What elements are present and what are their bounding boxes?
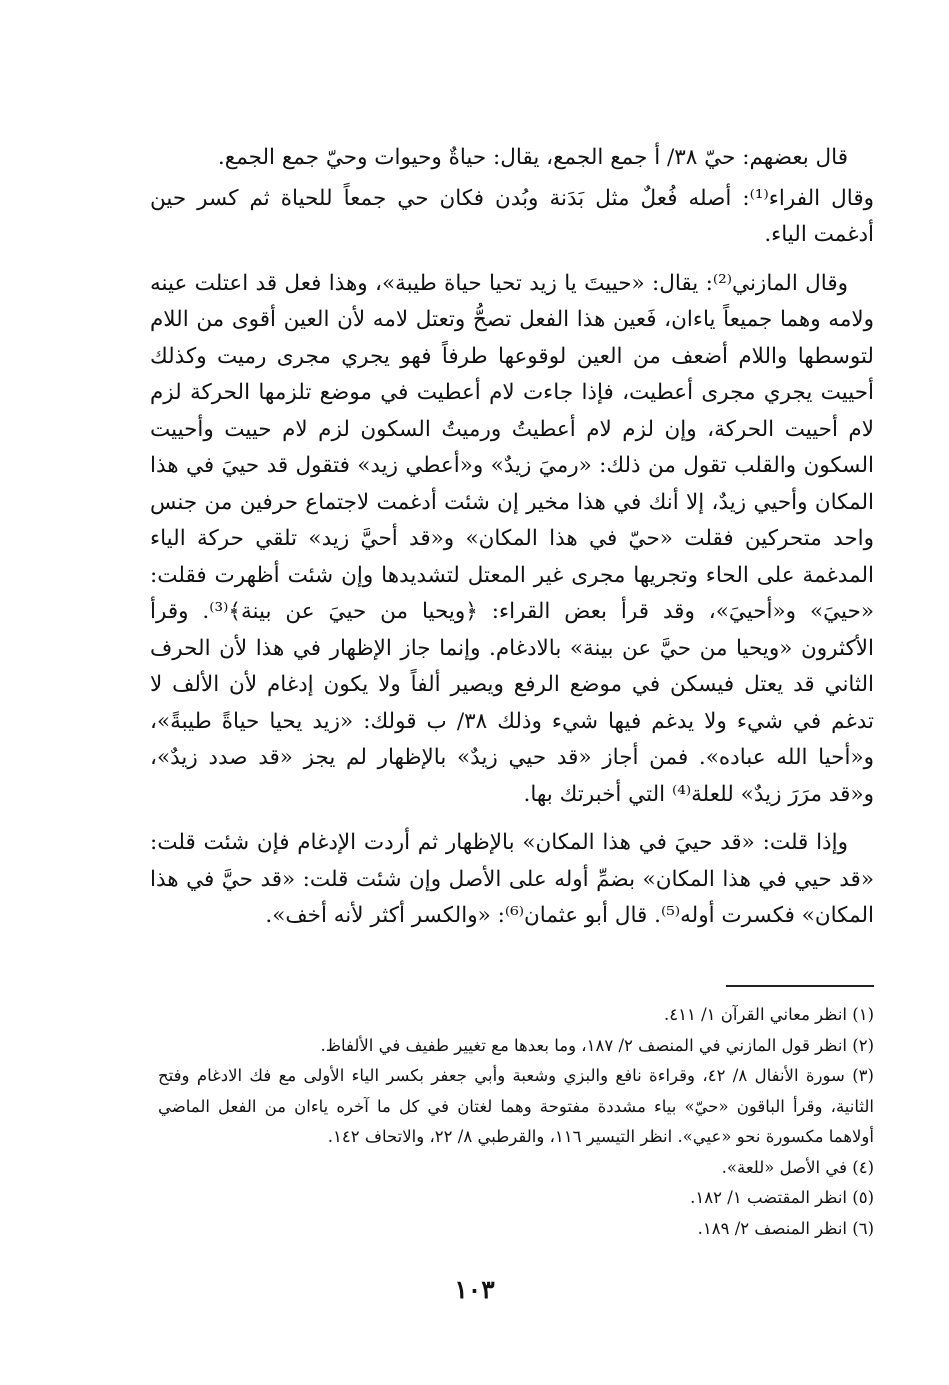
footnote: (٦) انظر المنصف ٢/ ١٨٩. bbox=[697, 1218, 874, 1238]
page-number: ١٠٣ bbox=[454, 1275, 495, 1304]
main-text bbox=[150, 140, 874, 935]
page-body bbox=[150, 140, 874, 947]
footnote-divider bbox=[726, 985, 874, 987]
footnote: (٣) سورة الأنفال ٨/ ٤٢، وقراءة نافع والبزي وشعبة وأبي جعفر بكسر الياء الأولى مع فك الادغام وفتح الثانية، وقرأ الباقون «حيّ» بياء مشددة مفتوحة وهما لغتان في كل ما آخره ياءان من الفعل الماضي أولاهما مكسورة نحو «عيي». انظر التيسير ١١٦، والقرطبي ٨/ ٢٢، والاتحاف ١٤٢. bbox=[158, 1066, 874, 1146]
paragraph: قال بعضهم: حيّ ٣٨/ أ جمع الجمع، يقال: حياةٌ وحيوات وحيّ جمع الجمع. bbox=[217, 145, 848, 170]
paragraph: وإذا قلت: «قد حييَ في هذا المكان» بالإظهار ثم أردت الإدغام فإن شئت قلت: «قد حيي في هذا المكان» بضمِّ أوله على الأصل وإن شئت قلت: «قد حيَّ في هذا المكان» فكسرت أوله⁽⁵⁾. قال أبو عثمان⁽⁶⁾: «والكسر أكثر لأنه أخف». bbox=[150, 830, 874, 928]
paragraph: وقال الفراء⁽¹⁾: أصله فُعلٌ مثل بَدَنة وبُدن فكان حي جمعاً للحياة ثم كسر حين أدغمت الياء. bbox=[150, 185, 875, 247]
paragraph: وقال المازني⁽²⁾: يقال: «حييتَ يا زيد تحيا حياة طيبة»، وهذا فعل قد اعتلت عينه ولامه وهما جميعاً ياءان، فَعين هذا الفعل تصحُّ وتعتل لامه لأن العين أقوى من اللام لتوسطها واللام أضعف من العين لوقوعها طرفاً فهو يجري مجرى رميت وكذلك أحييت يجري مجرى أعطيت، فإذا جاءت لام أعطيت في موضع تلزمها الحركة لزم لام أحييت الحركة، وإن لزم لام أعطيتُ ورميتُ السكون لزم لام حييت وأحييت السكون والقلب تقول من ذلك: «رميَ زيدٌ» و«أعطي زيد» فتقول قد حييَ في هذا المكان وأحيي زيدٌ، إلا أنك في هذا مخير إن شئت أدغمت لاجتماع حرفين من جنس واحد متحركين فقلت «حيّ في هذا المكان» و«قد أحيَّ زيد» تلقي حركة الياء المدغمة على الحاء وتجريها مجرى غير المعتل لتشديدها وإن شئت أظهرت فقلت: «حييَ» و«أحييَ»، وقد قرأ بعض القراء: ﴿ويحيا من حييَ عن بينة﴾⁽³⁾. وقرأ الأكثرون «ويحيا من حيَّ عن بينة» بالادغام. وإنما جاز الإظهار في هذا لأن الحرف الثاني قد يعتل فيسكن في موضع الرفع ويصير ألفاً ولا يكون إدغام لأن الألف لا تدغم في شيء ولا يدغم فيها شيء وذلك ٣٨/ ب قولك: «زيد يحيا حياةً طيبةً»، و«أحيا الله عباده». فمن أجاز «قد حيي زيدٌ» بالإظهار لم يجز «قد صدد زيدٌ»، و«قد مرَرَ زيدٌ» للعلة⁽⁴⁾ التي أخبرتك بها. bbox=[150, 270, 874, 807]
footnotes bbox=[158, 1000, 874, 1244]
footnote: (٤) في الأصل «للعة». bbox=[721, 1157, 874, 1177]
footnote: (٥) انظر المقتضب ١/ ١٨٢. bbox=[690, 1188, 874, 1207]
footnote: (١) انظر معاني القرآن ١/ ٤١١. bbox=[663, 1005, 874, 1024]
footnote: (٢) انظر قول المازني في المنصف ٢/ ١٨٧، وما بعدها مع تغيير طفيف في الألفاظ. bbox=[320, 1035, 874, 1055]
